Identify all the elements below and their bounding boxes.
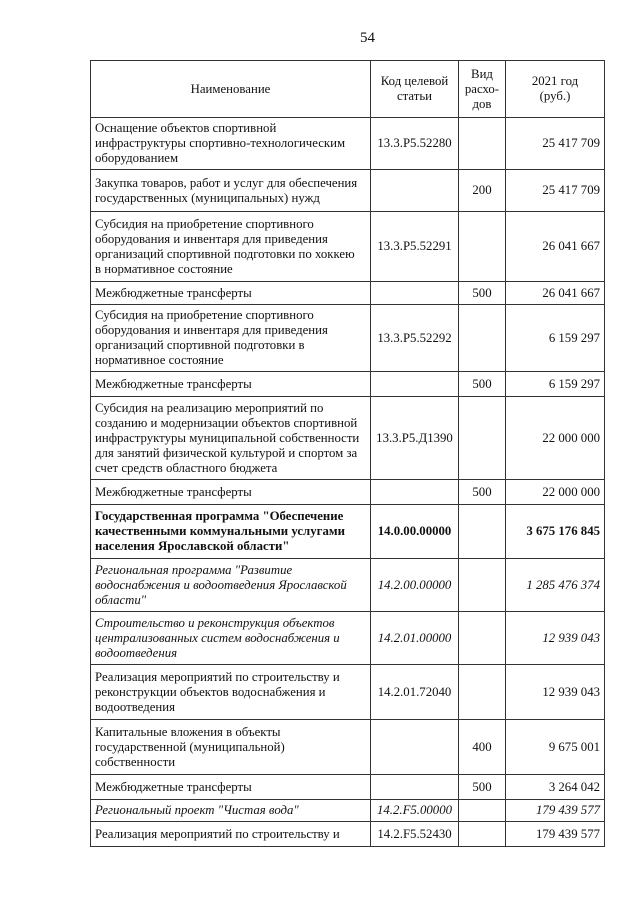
table-row-subprogram (91, 800, 605, 822)
row-code (371, 170, 459, 212)
row-name: Субсидия на приобретение спортивного оборудования и инвентаря для приведения организаций спортивной подготовки по хоккею в нормативное состояние (91, 212, 371, 282)
row-type (459, 212, 506, 282)
row-type (459, 505, 506, 559)
table-row (91, 118, 605, 170)
row-name: Межбюджетные трансферты (91, 282, 371, 305)
table-row-subprogram (91, 559, 605, 612)
row-amount: 25 417 709 (506, 170, 605, 212)
row-amount: 26 041 667 (506, 282, 605, 305)
row-name: Реализация мероприятий по строительству и (91, 822, 371, 847)
header-name: Наименование (91, 61, 371, 118)
row-amount: 12 939 043 (506, 665, 605, 720)
row-code: 14.2.F5.52430 (371, 822, 459, 847)
row-code: 13.3.P5.52292 (371, 305, 459, 372)
row-code: 13.3.P5.Д1390 (371, 397, 459, 480)
table-row (91, 775, 605, 800)
row-type (459, 822, 506, 847)
row-name: Капитальные вложения в объекты государственной (муниципальной) собственности (91, 720, 371, 775)
table-row (91, 480, 605, 505)
row-amount: 22 000 000 (506, 480, 605, 505)
row-code: 13.3.P5.52280 (371, 118, 459, 170)
row-type: 500 (459, 775, 506, 800)
row-name: Субсидия на приобретение спортивного оборудования и инвентаря для приведения организаций спортивной подготовки в нормативное состояние (91, 305, 371, 372)
row-name: Государственная программа "Обеспечение качественными коммунальными услугами населения Ярославской области" (91, 505, 371, 559)
table-row (91, 397, 605, 480)
row-code: 14.2.01.00000 (371, 612, 459, 665)
table-row (91, 372, 605, 397)
table-row (91, 170, 605, 212)
row-type (459, 800, 506, 822)
table-row (91, 822, 605, 847)
row-type (459, 118, 506, 170)
row-code (371, 720, 459, 775)
row-amount: 3 264 042 (506, 775, 605, 800)
row-type: 500 (459, 480, 506, 505)
row-amount: 25 417 709 (506, 118, 605, 170)
row-name: Строительство и реконструкция объектов централизованных систем водоснабжения и водоотведения (91, 612, 371, 665)
row-amount: 3 675 176 845 (506, 505, 605, 559)
header-code: Код целевой статьи (371, 61, 459, 118)
header-type: Вид расхо- дов (459, 61, 506, 118)
row-name: Межбюджетные трансферты (91, 480, 371, 505)
row-name: Межбюджетные трансферты (91, 372, 371, 397)
row-type (459, 612, 506, 665)
row-name: Региональная программа "Развитие водоснабжения и водоотведения Ярославской области" (91, 559, 371, 612)
header-amount: 2021 год (руб.) (506, 61, 605, 118)
row-name: Региональный проект "Чистая вода" (91, 800, 371, 822)
row-amount: 9 675 001 (506, 720, 605, 775)
page-number: 54 (360, 30, 375, 46)
row-amount: 26 041 667 (506, 212, 605, 282)
row-type: 500 (459, 372, 506, 397)
row-amount: 22 000 000 (506, 397, 605, 480)
row-type (459, 665, 506, 720)
row-code: 14.2.00.00000 (371, 559, 459, 612)
row-name: Закупка товаров, работ и услуг для обеспечения государственных (муниципальных) нужд (91, 170, 371, 212)
row-type: 200 (459, 170, 506, 212)
table-row-subprogram (91, 612, 605, 665)
row-type (459, 305, 506, 372)
row-type (459, 397, 506, 480)
row-type (459, 559, 506, 612)
table-row (91, 212, 605, 282)
row-amount: 6 159 297 (506, 305, 605, 372)
row-code: 14.2.01.72040 (371, 665, 459, 720)
row-amount: 179 439 577 (506, 822, 605, 847)
table-row (91, 720, 605, 775)
table-header-row (91, 61, 605, 118)
table-row (91, 282, 605, 305)
row-code (371, 282, 459, 305)
row-code (371, 372, 459, 397)
table-row-program (91, 505, 605, 559)
row-code: 14.2.F5.00000 (371, 800, 459, 822)
row-amount: 179 439 577 (506, 800, 605, 822)
row-name: Межбюджетные трансферты (91, 775, 371, 800)
row-type: 500 (459, 282, 506, 305)
row-name: Оснащение объектов спортивной инфраструктуры спортивно-технологическим оборудованием (91, 118, 371, 170)
budget-table (90, 60, 605, 847)
row-code (371, 775, 459, 800)
row-amount: 6 159 297 (506, 372, 605, 397)
table-row (91, 665, 605, 720)
table-row (91, 305, 605, 372)
row-type: 400 (459, 720, 506, 775)
row-code: 14.0.00.00000 (371, 505, 459, 559)
row-name: Реализация мероприятий по строительству и реконструкции объектов водоснабжения и водоотведения (91, 665, 371, 720)
row-name: Субсидия на реализацию мероприятий по созданию и модернизации объектов спортивной инфраструктуры муниципальной собственности для занятий физической культурой и спортом за счет средств областного бюджета (91, 397, 371, 480)
row-amount: 12 939 043 (506, 612, 605, 665)
row-code (371, 480, 459, 505)
row-amount: 1 285 476 374 (506, 559, 605, 612)
row-code: 13.3.P5.52291 (371, 212, 459, 282)
